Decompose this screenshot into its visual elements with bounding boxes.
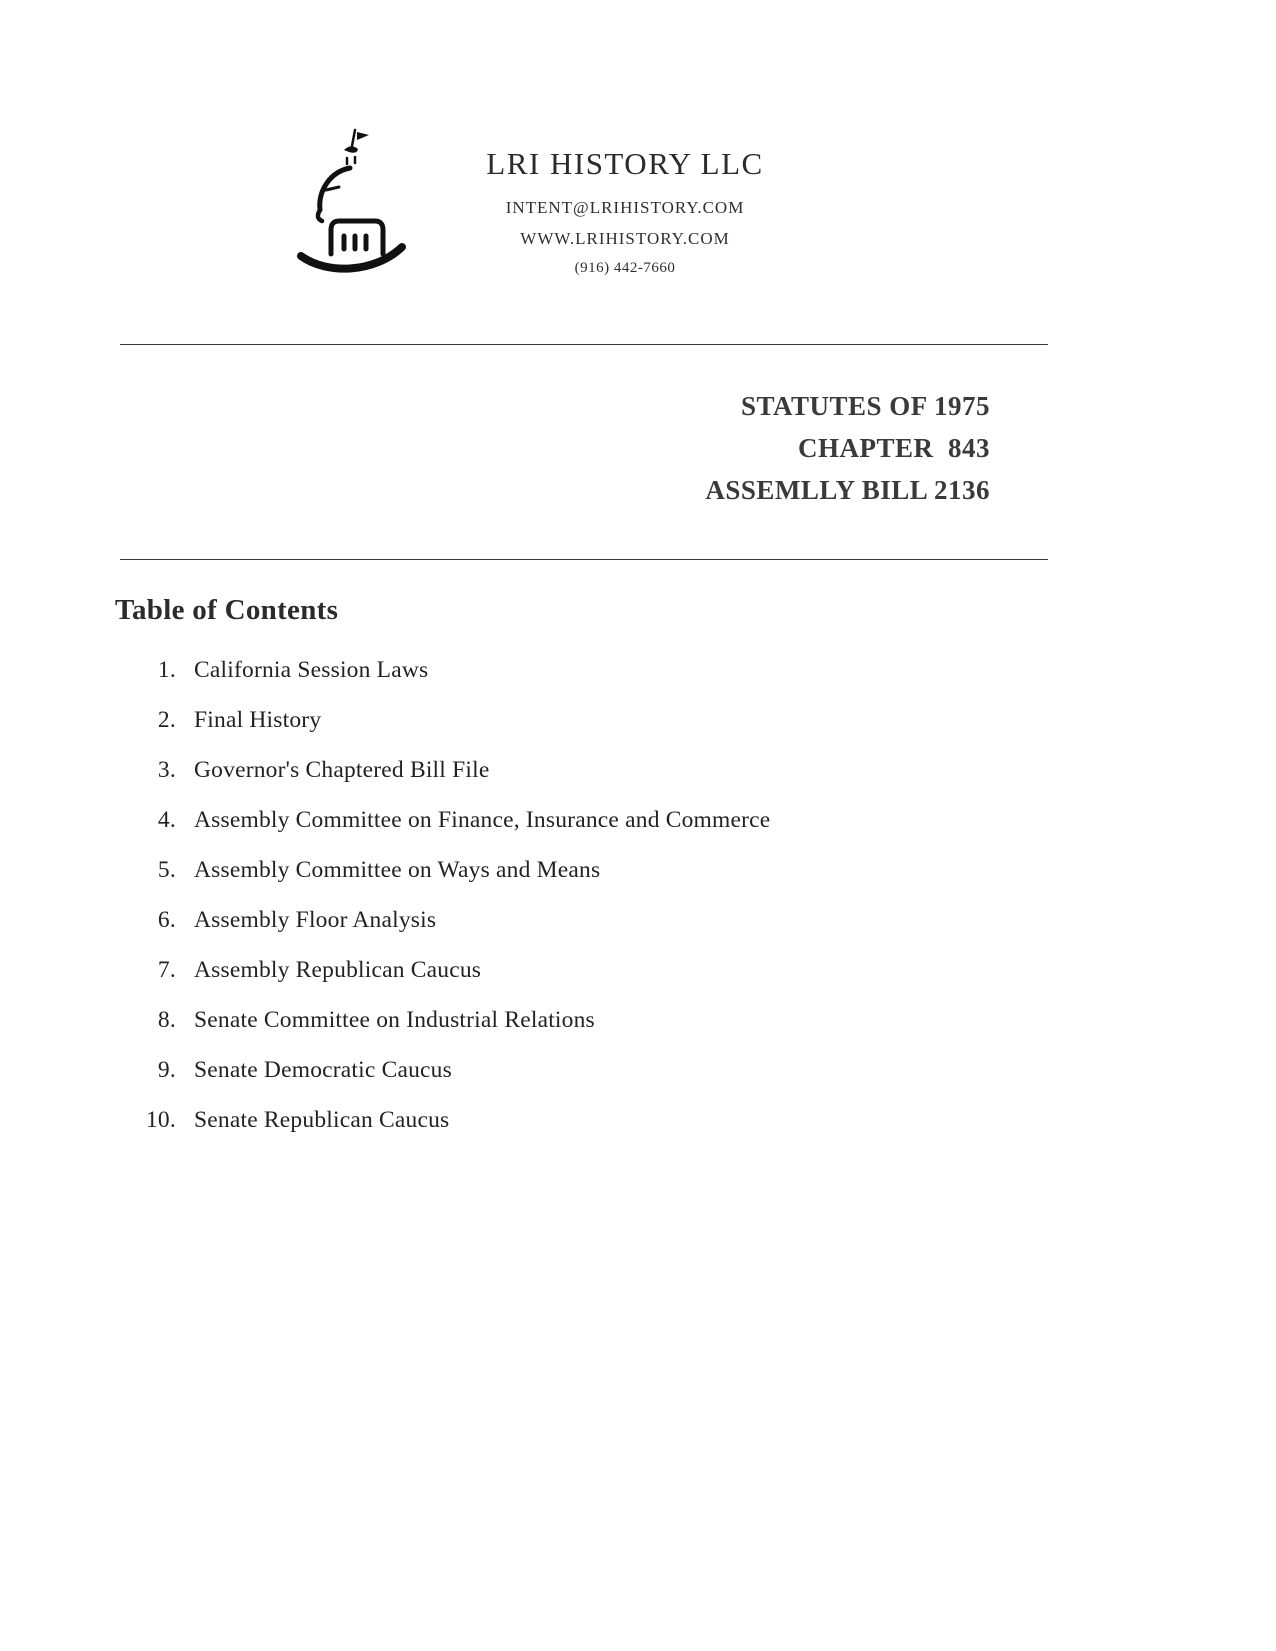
assembly-bill-line: ASSEMLLY BILL 2136	[705, 475, 990, 505]
title-block	[120, 385, 1048, 511]
letterhead	[120, 0, 1048, 322]
toc-item: 10. Senate Republican Caucus	[182, 1107, 1048, 1134]
toc-item: 1. California Session Laws	[182, 657, 1048, 684]
company-name: LRI HISTORY LLC	[486, 146, 764, 181]
toc-item: 7. Assembly Republican Caucus	[182, 957, 1048, 984]
toc-item: 3. Governor's Chaptered Bill File	[182, 757, 1048, 784]
toc-heading: Table of Contents	[115, 594, 339, 626]
divider-top	[120, 344, 1048, 345]
capitol-building-logo	[288, 122, 420, 282]
toc-item: 5. Assembly Committee on Ways and Means	[182, 857, 1048, 884]
divider-bottom	[120, 559, 1048, 560]
phone-text: (916) 442-7660	[574, 260, 676, 276]
toc-item: 6. Assembly Floor Analysis	[182, 907, 1048, 934]
toc-list	[120, 657, 1048, 1134]
statutes-line: STATUTES OF 1975	[740, 391, 990, 421]
toc-item: 4. Assembly Committee on Finance, Insurance and Commerce	[182, 807, 1048, 834]
email-text: INTENT@LRIHISTORY.COM	[505, 198, 745, 217]
website-text: WWW.LRIHISTORY.COM	[520, 229, 730, 248]
toc-item: 2. Final History	[182, 707, 1048, 734]
letterhead-text	[460, 122, 790, 277]
chapter-line: CHAPTER 843	[797, 433, 990, 463]
toc-item: 8. Senate Committee on Industrial Relations	[182, 1007, 1048, 1034]
toc-item: 9. Senate Democratic Caucus	[182, 1057, 1048, 1084]
